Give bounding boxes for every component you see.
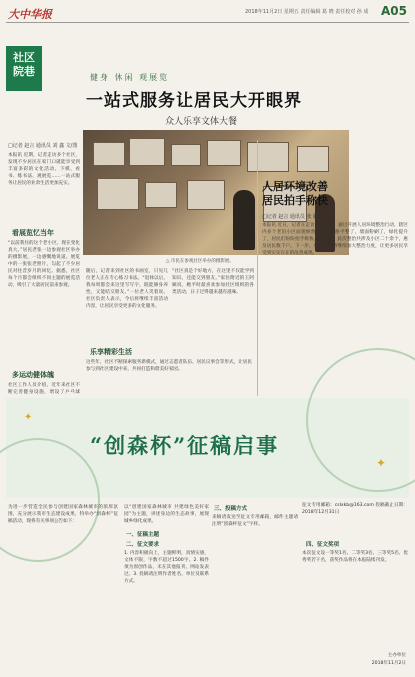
notice-item3-text: 来稿请发送至征文专用邮箱，邮件主题请注明“创森杯征文”字样。 <box>212 515 298 527</box>
section3-text: 这些年，社区不断探索服务新模式，通过志愿者队伍、居民议事会等形式，让居民参与到社区建设中来，共同打造和谐美好家园。 <box>86 360 252 372</box>
article-byline: □记者 赵言 通讯员 刘 鑫 文/图 <box>8 143 78 149</box>
middle-text: 随后，记者来到社区的书画室，只见几位老人正在专心练习书法。“退休以后，我每周都会来这里写写字，既能修身养性，又能结交朋友。”一位老人笑着说。社区负责人表示，今后将继续丰富活动内容，让居民享受更多的文化服务。 <box>86 269 168 309</box>
contest-banner-title: “创森杯”征稿启事 <box>90 433 280 458</box>
notice-item1-text: 以“创建国家森林城市 共建绿色美好家园”为主题，讲述身边的生态故事，展现城乡绿化成果。 <box>124 505 209 524</box>
section2-text: 社区工作人员介绍，近年来社区不断完善健身设施，增设了乒乓球 <box>8 383 80 395</box>
side-story-title-line1: 人居环境改善 <box>262 180 328 193</box>
top-rule <box>6 22 409 23</box>
photo-frame <box>187 180 225 210</box>
notice-item3-title: 三、投稿方式 <box>214 506 248 512</box>
section1-title: 看展览忆当年 <box>12 229 54 237</box>
section1-text: “以前我住的这个老小区，现在变化真大。”居民老张一边参观社区举办的摄影展，一边感慨地说道。展览中的一张张老照片，勾起了不少居民对往昔岁月的回忆。据悉，社区每个月都会组织不同主题的展览活动，吸引了大量居民前来参观。 <box>8 241 80 288</box>
section2-title: 多运动健体魄 <box>12 371 54 379</box>
notice-contact: 征文专用邮箱：cslxkb@163.com 投稿截止日期：2018年12月31日 <box>302 503 408 515</box>
side-story-text: 本报讯 近日，记者在走访中了解到，通过开展人居环境整治行动，辖区内多个老旧小区面貌焕然一新。道路平整了，墙面粉刷了，绿化提升了，居民们纷纷拍手称快。据介绍，此次整治共涉及小区二十余个，惠及居民数千户。下一步，相关部门将继续加大整治力度，让更多居民享受到实实在在的改善成果。 <box>262 223 408 256</box>
star-icon: ✦ <box>24 412 33 423</box>
photo-frame <box>171 144 201 166</box>
photo-frame <box>97 178 139 210</box>
notice-item4-title: 四、征文奖项 <box>306 542 340 548</box>
notice-item4-text: 本次征文设一等奖1名、二等奖3名、三等奖5名、优秀奖若干名，获奖作品将在本报陆续刊发。 <box>302 551 408 563</box>
article-lead: 本报讯 近期，记者走访多个社区，发现不少居民在家门口就能享受到丰富多彩的文化活动。下棋、看书、练书法、观展览……一站式服务让居民的业余生活更加充实。 <box>8 153 80 186</box>
issue-info: 2018年11月2日 星期五 责任编辑 葛 晓 责任校对 孙 成 <box>245 9 369 15</box>
section-tag-line2: 院巷 <box>13 65 35 78</box>
section-tag <box>6 46 42 91</box>
right-text: “社区真是个好地方，在这里不仅能学到知识，还能交到朋友。”家住附近的王阿姨说，她平时最喜欢参加社区组织的各类活动，日子过得越来越有滋味。 <box>172 269 254 295</box>
column-divider <box>257 140 258 396</box>
side-story-byline: □记者 赵言 通讯员 张 鹏 <box>262 214 319 220</box>
star-icon: ✦ <box>376 456 387 470</box>
photo-caption: △ 市民在参观社区举办的摄影展。 <box>166 259 234 264</box>
notice-date: 2018年11月2日 <box>371 661 406 666</box>
section3-title: 乐享精彩生活 <box>90 348 132 356</box>
photo-frame <box>247 142 289 172</box>
photo-frame <box>297 146 329 172</box>
notice-organizer: 主办单位 <box>387 653 406 658</box>
notice-item2-title: 二、征文要求 <box>126 542 160 548</box>
photo-frame <box>207 140 241 166</box>
side-story-title-line2: 居民拍手称快 <box>262 194 328 207</box>
article-subhead: 众人乐享文体大餐 <box>165 117 238 127</box>
page-number: A05 <box>381 4 407 18</box>
newspaper-logo: 大中华报 <box>8 8 52 21</box>
article-headline: 一站式服务让居民大开眼界 <box>86 91 302 111</box>
side-story-title <box>262 180 328 208</box>
article-kicker: 健身 休闲 观展览 <box>90 73 170 82</box>
photo-frame <box>93 142 125 166</box>
photo-frame <box>129 138 165 166</box>
section-tag-line1: 社区 <box>13 51 35 64</box>
notice-item1-title: 一、征稿主题 <box>126 532 160 538</box>
photo-figure <box>233 190 255 250</box>
photo-frame <box>145 182 177 208</box>
notice-intro: 为进一步营造全民参与创建国家森林城市的浓厚氛围，充分展示我市生态建设成果，特举办“创森杯”征稿活动，现将有关事项公告如下： <box>8 505 118 524</box>
notice-item2-text: 1. 内容积极向上，主题鲜明，真情实感，文体不限，字数不超过1500字。2. 稿件须为原创作品，未在其他报刊、网站发表过。3. 投稿请注明作者姓名、单位及联系方式。 <box>124 551 209 584</box>
